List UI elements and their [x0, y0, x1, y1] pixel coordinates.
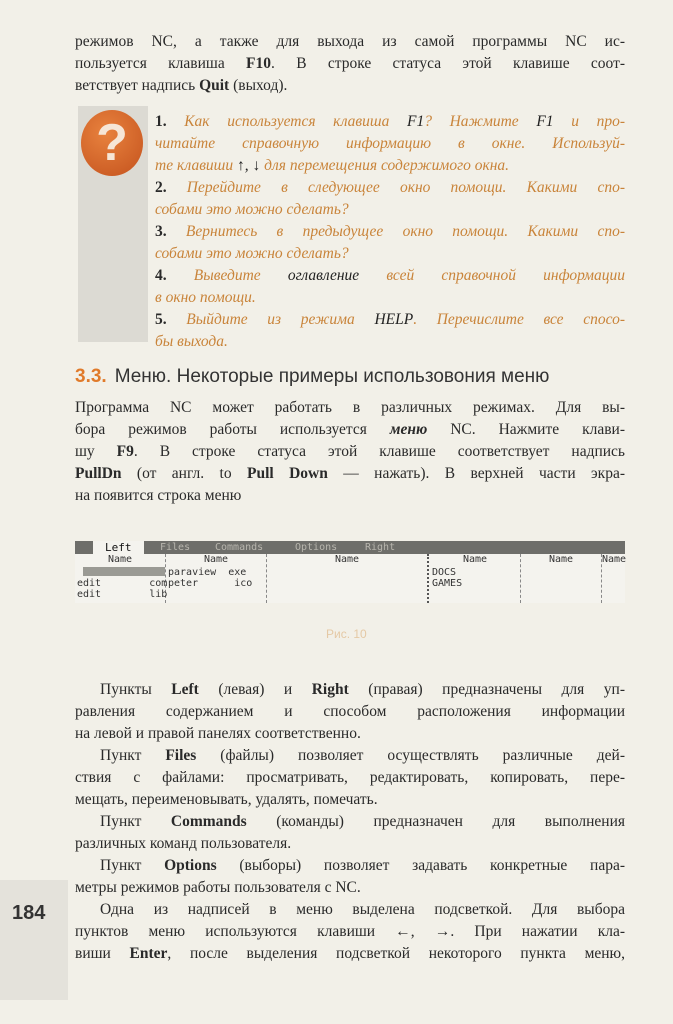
text-line: Пункты Left (левая) и Right (правая) предназначены для уп-	[100, 681, 626, 698]
emphasis: F9	[116, 443, 134, 460]
text-line: 2. Перейдите в следующее окно помощи. Какими спо-	[155, 179, 625, 196]
emphasis: F10	[246, 55, 272, 72]
text-line: ствия с файлами: просматривать, редактировать, копировать, пере-	[75, 769, 625, 786]
text-line: бы выхода.	[155, 333, 228, 350]
column-header: Name	[203, 554, 229, 565]
text-line: пунктов меню используются клавиши ←, →. При нажатии кла-	[75, 923, 625, 940]
left-panel-column	[267, 554, 429, 603]
question-number: 3.	[155, 223, 167, 240]
page-margin-strip	[0, 880, 68, 1000]
question-number: 4.	[155, 267, 167, 284]
column-header: Name	[548, 554, 574, 565]
emphasis: Right	[311, 681, 349, 698]
page-number: 184	[12, 902, 46, 924]
text-line: пользуется клавиша F10. В строке статуса этой клавише соот-	[75, 55, 625, 72]
text-line: Пункт Files (файлы) позволяет осуществлять различные дей-	[100, 747, 625, 764]
nc-menu-figure	[75, 541, 625, 603]
emphasis: F1	[407, 113, 425, 130]
top-paragraph	[75, 31, 625, 97]
menu-item-commands: Commands	[215, 542, 264, 553]
text-line: в окно помощи.	[155, 289, 256, 306]
text-line: различных команд пользователя.	[75, 835, 292, 852]
menu-item-options: Options	[295, 542, 338, 553]
text-line: 5. Выйдите из режима HELP. Перечислите все спосо-	[155, 311, 625, 328]
left-panel-column	[75, 554, 166, 603]
question-mark-icon: ?	[81, 110, 143, 176]
emphasis: PullDn	[75, 465, 122, 482]
emphasis: F1	[536, 113, 554, 130]
text-line: равления содержанием и способом расположения информации	[75, 703, 625, 720]
emphasis: Pull Down	[247, 465, 328, 482]
text-line: собами это можно сделать?	[155, 245, 349, 262]
text-line: шу F9. В строке статуса этой клавише соответствует надпись	[75, 443, 625, 460]
right-panel-column	[602, 554, 625, 603]
column-header: Name	[602, 554, 627, 565]
question-number: 5.	[155, 311, 167, 328]
text-line: на левой и правой панелях соответственно.	[75, 725, 361, 742]
question-number: 1.	[155, 113, 167, 130]
text-line: мещать, переименовывать, удалять, помечать.	[75, 791, 378, 808]
emphasis: Enter	[129, 945, 168, 962]
text-line: Пункт Options (выборы) позволяет задавать конкретные пара-	[100, 857, 625, 874]
emphasis: Files	[165, 747, 197, 764]
emphasis: оглавление	[287, 267, 360, 284]
nc-menu-bar	[75, 541, 625, 554]
text-line: ветствует надпись Quit (выход).	[75, 77, 288, 94]
text-line: метры режимов работы пользователя с NC.	[75, 879, 361, 896]
right-panel-column	[430, 554, 521, 603]
emphasis: Quit	[199, 77, 230, 94]
text-line: 1. Как используется клавиша F1? Нажмите F1 и про-	[155, 113, 625, 130]
text-line: Одна из надписей в меню выделена подсветкой. Для выбора	[100, 901, 625, 918]
text-line: 3. Вернитесь в предыдущее окно помощи. Какими спо-	[155, 223, 625, 240]
text-line: Программа NC может работать в различных режимах. Для вы-	[75, 399, 625, 416]
left-panel-column	[166, 554, 267, 603]
text-line: на появится строка меню	[75, 487, 242, 504]
column-header: Name	[107, 554, 133, 565]
figure-caption: Рис. 10	[326, 627, 367, 641]
emphasis: Commands	[170, 813, 247, 830]
text-line: бора режимов работы используется меню NC. Нажмите клави-	[75, 421, 625, 438]
text-line: режимов NC, а также для выхода из самой программы NC ис-	[75, 33, 625, 50]
file-entry: edit lib	[77, 589, 168, 600]
text-line: Пункт Commands (команды) предназначен для выполнения	[100, 813, 625, 830]
right-panel-column	[521, 554, 602, 603]
intro-paragraph	[75, 397, 625, 507]
menu-item-left: Left	[93, 541, 144, 554]
text-line: читайте справочную информацию в окне. Используй-	[155, 135, 625, 152]
questions-list	[155, 111, 625, 353]
text-line: 4. Выведите оглавление всей справочной информации	[155, 267, 625, 284]
text-line: виши Enter, после выделения подсветкой некоторого пункта меню,	[75, 945, 626, 962]
dir-entry: GAMES	[432, 578, 463, 589]
emphasis: Options	[164, 857, 217, 874]
column-header: Name	[334, 554, 360, 565]
text-line: собами это можно сделать?	[155, 201, 349, 218]
dir-entry: DOCS	[432, 567, 457, 578]
text-line: те клавиши ↑, ↓ для перемещения содержимого окна.	[155, 157, 510, 174]
text-line: PullDn (от англ. to Pull Down — нажать). В верхней части экра-	[75, 465, 625, 482]
column-header: Name	[462, 554, 488, 565]
file-entry: paraview exe	[168, 567, 247, 578]
body-paragraphs	[75, 679, 625, 965]
question-number: 2.	[155, 179, 167, 196]
file-entry: peter ico	[168, 578, 253, 589]
file-entry: edit com	[77, 578, 168, 589]
section-heading	[75, 366, 549, 388]
section-number: 3.3.	[75, 366, 107, 387]
emphasis: HELP	[374, 311, 414, 328]
section-title: Меню. Некоторые примеры использовония меню	[114, 366, 550, 387]
emphasis: меню	[389, 421, 428, 438]
emphasis: Left	[171, 681, 199, 698]
menu-item-right: Right	[365, 542, 396, 553]
menu-item-files: Files	[160, 542, 191, 553]
emphasis: ↑, ↓	[237, 157, 261, 174]
